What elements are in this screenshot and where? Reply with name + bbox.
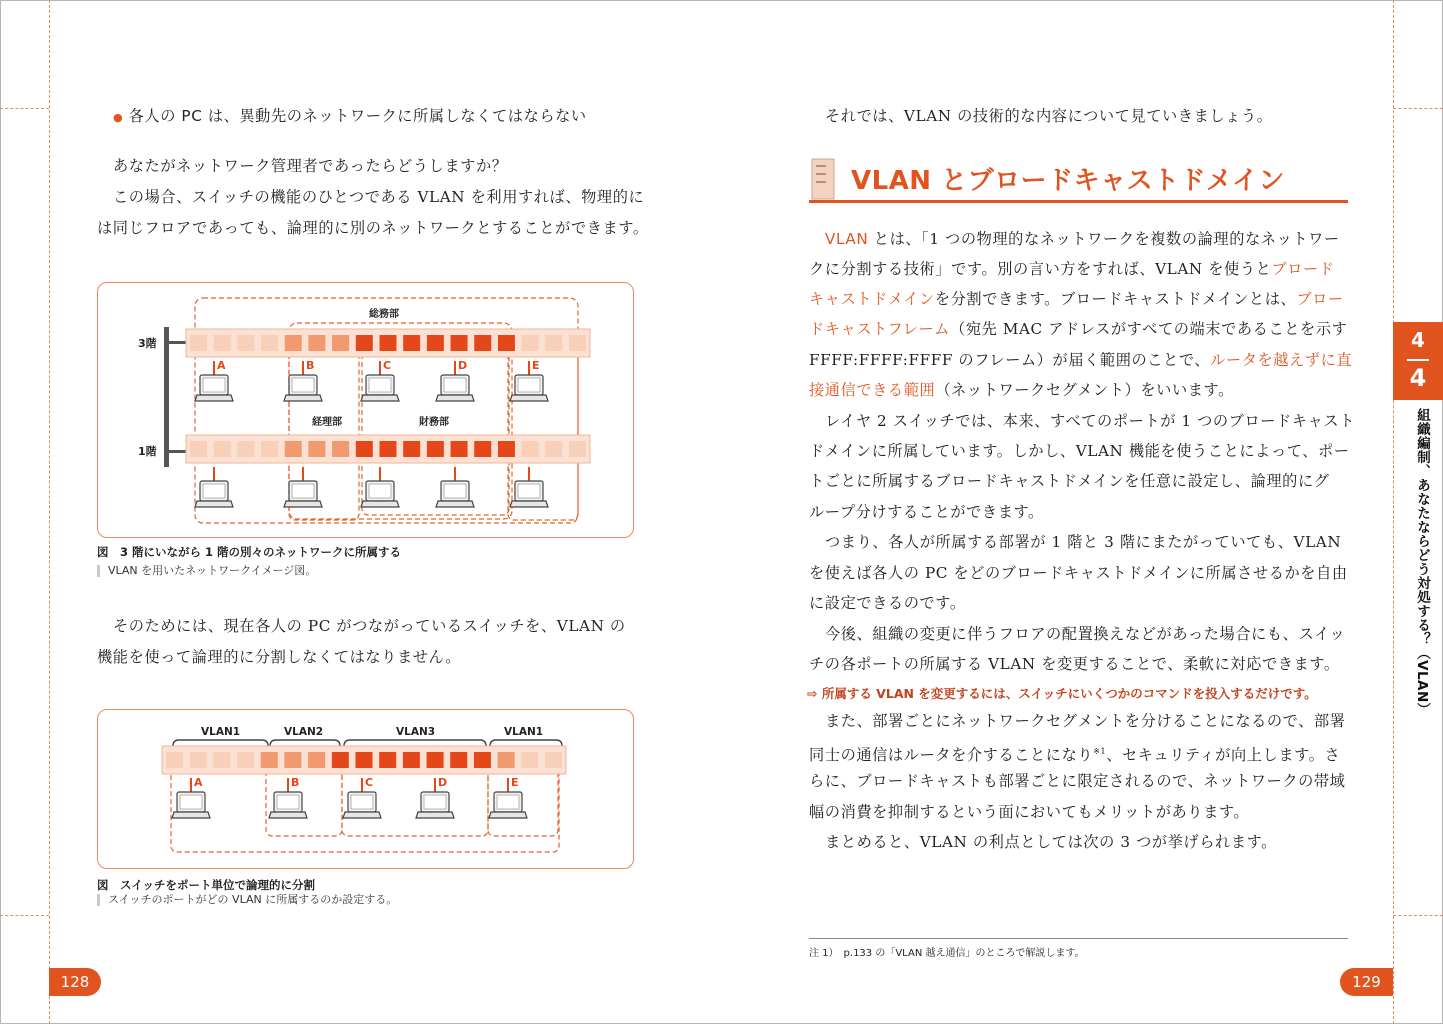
text-span: 、セキュリティが向上します。さ (1106, 746, 1341, 765)
switch-port (332, 752, 349, 768)
paragraph-line (809, 314, 1347, 345)
switch-vlan (162, 746, 566, 774)
paragraph-line: レイヤ 2 スイッチでは、本来、すべてのポートが 1 つのブロードキャスト (825, 412, 1355, 430)
keyword: ブロード (1271, 260, 1335, 278)
pc-label: C (365, 776, 374, 789)
switch-port (380, 441, 397, 457)
laptop-base-icon (510, 395, 548, 401)
floor-label-1: 1階 (138, 445, 157, 458)
paragraph-line: らに、ブロードキャストも部署ごとに限定されるので、ネットワークの帯域 (809, 772, 1346, 790)
switch-port (261, 441, 278, 457)
switch-1f (186, 435, 590, 463)
figure-2-box (97, 709, 634, 869)
switch-port (498, 752, 515, 768)
switch-port (522, 441, 539, 457)
keyword: ドキャストフレーム (809, 320, 951, 338)
switch-port (166, 752, 183, 768)
switch-port (190, 752, 207, 768)
switch-port (190, 441, 207, 457)
switch-port (285, 335, 302, 351)
dept-label-general: 総務部 (369, 309, 399, 320)
intro-text: それでは、VLAN の技術的な内容について見ていきましょう。 (825, 107, 1273, 125)
page-number-right: 129 (1340, 968, 1393, 996)
keyword-vlan: VLAN (825, 230, 869, 248)
book-stack-icon (810, 157, 840, 201)
figure-1-caption: 図 3 階にいながら 1 階の別々のネットワークに所属する (97, 545, 402, 559)
paragraph-line: ドメインに所属しています。しかし、VLAN 機能を使うことによって、ポー (809, 442, 1350, 460)
laptop-display (369, 378, 391, 392)
floor-pole (164, 327, 169, 467)
laptop-base-icon (510, 501, 548, 507)
laptop-base-icon (284, 501, 322, 507)
bullet-text: 各人の PC は、異動先のネットワークに所属しなくてはならない (128, 107, 587, 125)
switch-port (451, 441, 468, 457)
paragraph-line (809, 254, 1335, 285)
paragraph-line: 今後、組織の変更に伴うフロアの配置換えなどがあった場合にも、スイッ (825, 625, 1346, 643)
keyword: ルータを越えずに直 (1210, 351, 1353, 369)
text-span: クに分割する技術」です。別の言い方をすれば、VLAN を使うと (809, 260, 1272, 278)
switch-port (261, 335, 278, 351)
laptop-base-icon (284, 395, 322, 401)
pc-label: A (194, 776, 203, 789)
laptop-display (424, 795, 446, 809)
switch-port (450, 752, 467, 768)
figure-2-subcaption: スイッチのポートがどの VLAN に所属するのか設定する。 (97, 894, 397, 906)
switch-port (427, 441, 444, 457)
switch-port (284, 752, 301, 768)
trim-mark (1393, 915, 1443, 916)
switch-port (214, 441, 231, 457)
footnote-ref[interactable]: ※1 (1093, 747, 1107, 756)
switch-port (214, 335, 231, 351)
pc-group-fig1 (195, 359, 548, 507)
switch-port (569, 335, 586, 351)
pc-label: E (532, 359, 540, 372)
footnote: 注 1） p.133 の「VLAN 越え通信」のところで解説します。 (809, 948, 1085, 959)
keyword: 接通信できる範囲 (809, 381, 936, 399)
section-number: 4 (1409, 364, 1427, 392)
footnote-rule (809, 938, 1348, 939)
laptop-display (292, 484, 314, 498)
laptop-display (277, 795, 299, 809)
vlan2-bracket (270, 740, 340, 746)
vlan3-bracket (344, 740, 486, 746)
switch-port (521, 752, 538, 768)
paragraph: 機能を使って論理的に分割しなくてはなりません。 (97, 648, 462, 666)
paragraph-line: 幅の消費を抑制するという面においてもメリットがあります。 (809, 803, 1250, 821)
vlan-label: VLAN1 (201, 726, 241, 738)
switch-port (356, 752, 373, 768)
paragraph-line: トごとに所属するブロードキャストドメインを任意に設定し、論理的にグ (809, 472, 1330, 490)
switch-3f (186, 329, 590, 357)
switch-port (545, 335, 562, 351)
laptop-display (518, 484, 540, 498)
vlan-label: VLAN2 (284, 726, 324, 738)
pc-label: B (291, 776, 300, 789)
text-span: とは、「1 つの物理的なネットワークを複数の論理的なネットワー (868, 230, 1340, 248)
switch-port (403, 335, 420, 351)
laptop-display (292, 378, 314, 392)
figure-1-subcaption: VLAN を用いたネットワークイメージ図。 (97, 565, 316, 577)
paragraph: この場合、スイッチの機能のひとつである VLAN を利用すれば、物理的に (113, 188, 645, 206)
switch-port (427, 752, 444, 768)
switch-port (356, 441, 373, 457)
switch-port (190, 335, 207, 351)
switch-port (379, 752, 396, 768)
page-number-left: 128 (49, 968, 101, 996)
laptop-base-icon (195, 501, 233, 507)
laptop-base-icon (361, 501, 399, 507)
switch-port (308, 335, 325, 351)
paragraph-line: まとめると、VLAN の利点としては次の 3 つが挙げられます。 (825, 833, 1277, 851)
switch-port (498, 441, 515, 457)
switch-port (237, 335, 254, 351)
laptop-base-icon (269, 812, 307, 818)
paragraph-line: に設定できるのです。 (809, 594, 966, 612)
pc-label: D (458, 359, 468, 372)
figure-2-diagram (98, 710, 633, 868)
switch-port (474, 335, 491, 351)
text-span: （ネットワークセグメント）をいいます。 (935, 381, 1234, 399)
trim-mark (0, 108, 49, 109)
paragraph-line: を使えば各人の PC をどのブロードキャストドメインに所属させるかを自由 (809, 564, 1348, 582)
heading-underline (809, 200, 1348, 203)
switch-port (403, 752, 420, 768)
laptop-base-icon (172, 812, 210, 818)
switch-port (237, 752, 254, 768)
trim-line-right (1393, 0, 1394, 1024)
figure-1-box (97, 282, 634, 538)
laptop-display (203, 378, 225, 392)
switch-port (545, 441, 562, 457)
laptop-display (180, 795, 202, 809)
floor-label-3: 3階 (138, 337, 157, 350)
laptop-display (518, 378, 540, 392)
trim-mark (1393, 108, 1443, 109)
pc-label: A (217, 359, 226, 372)
keyword: ブロー (1296, 290, 1344, 308)
figure-2-caption: 図 スイッチをポート単位で論理的に分割 (97, 878, 316, 892)
switch-port (474, 752, 491, 768)
switch-port (545, 752, 562, 768)
switch-port (498, 335, 515, 351)
switch-port (285, 441, 302, 457)
switch-port (332, 335, 349, 351)
bullet-dot-icon: ● (113, 111, 124, 124)
chapter-tab (1393, 322, 1443, 400)
switch-port (356, 335, 373, 351)
switch-port (451, 335, 468, 351)
switch-port (308, 752, 325, 768)
dept-label-accounting: 経理部 (312, 417, 342, 428)
chapter-title-vertical: 組織編制、あなたならどう対処する？（VLAN） (1414, 408, 1430, 717)
paragraph: は同じフロアであっても、論理的に別のネットワークとすることができます。 (97, 219, 649, 237)
text-span: 同士の通信はルータを介することになり (809, 746, 1094, 765)
paragraph-line (809, 284, 1344, 315)
paragraph-line (809, 345, 1352, 376)
laptop-base-icon (343, 812, 381, 818)
laptop-base-icon (489, 812, 527, 818)
vlan1b-bracket (490, 740, 562, 746)
switch-port (427, 335, 444, 351)
bullet-item (113, 101, 587, 133)
vlan-label: VLAN3 (396, 726, 436, 738)
section-heading: VLAN とブロードキャストドメイン (851, 166, 1285, 196)
switch-port (308, 441, 325, 457)
pc-group-fig2 (172, 776, 527, 818)
switch-port (474, 441, 491, 457)
tip-note: ⇨ 所属する VLAN を変更するには、スイッチにいくつかのコマンドを投入するだけです。 (807, 686, 1317, 701)
paragraph-line (809, 375, 1234, 406)
paragraph-line: チの各ポートの所属する VLAN を変更することで、柔軟に対応できます。 (809, 655, 1340, 673)
pc-label: B (306, 359, 315, 372)
laptop-display (369, 484, 391, 498)
switch-port (237, 441, 254, 457)
figure-1-diagram (98, 283, 633, 537)
paragraph: あなたがネットワーク管理者であったらどうしますか？ (113, 157, 508, 175)
paragraph-line: つまり、各人が所属する部署が 1 階と 3 階にまたがっていても、VLAN (825, 533, 1342, 551)
trim-line-left (49, 0, 50, 1024)
laptop-display (444, 484, 466, 498)
trim-mark (0, 915, 49, 916)
pc-label: C (383, 359, 392, 372)
floor-pole-arm (164, 341, 186, 344)
laptop-display (203, 484, 225, 498)
keyword: キャストドメイン (809, 290, 935, 308)
switch-port (522, 335, 539, 351)
laptop-display (351, 795, 373, 809)
text-span: （宛先 MAC アドレスがすべての端末であることを示す (950, 320, 1348, 338)
dept-label-finance: 財務部 (419, 417, 449, 428)
floor-pole-arm (164, 450, 186, 453)
chapter-divider (1407, 359, 1429, 361)
paragraph-line: ループ分けすることができます。 (809, 503, 1044, 521)
switch-port (332, 441, 349, 457)
laptop-base-icon (195, 395, 233, 401)
laptop-base-icon (436, 395, 474, 401)
switch-port (403, 441, 420, 457)
text-span: を分割できます。ブロードキャストドメインとは、 (934, 290, 1297, 308)
switch-port (261, 752, 278, 768)
switch-port (213, 752, 230, 768)
laptop-base-icon (416, 812, 454, 818)
text-span: FFFF:FFFF:FFFF のフレーム）が届く範囲のことで、 (809, 351, 1211, 369)
vlan-label: VLAN1 (504, 726, 544, 738)
laptop-display (497, 795, 519, 809)
switch-port (380, 335, 397, 351)
paragraph: そのためには、現在各人の PC がつながっているスイッチを、VLAN の (113, 617, 626, 635)
paragraph-line: また、部署ごとにネットワークセグメントを分けることになるので、部署 (825, 712, 1346, 730)
pc-label: D (438, 776, 448, 789)
vlan1-bracket (173, 740, 268, 746)
laptop-base-icon (361, 395, 399, 401)
chapter-number: 4 (1411, 328, 1425, 352)
switch-port (569, 441, 586, 457)
pc-label: E (511, 776, 519, 789)
paragraph-line (825, 224, 1340, 255)
laptop-base-icon (436, 501, 474, 507)
laptop-display (444, 378, 466, 392)
